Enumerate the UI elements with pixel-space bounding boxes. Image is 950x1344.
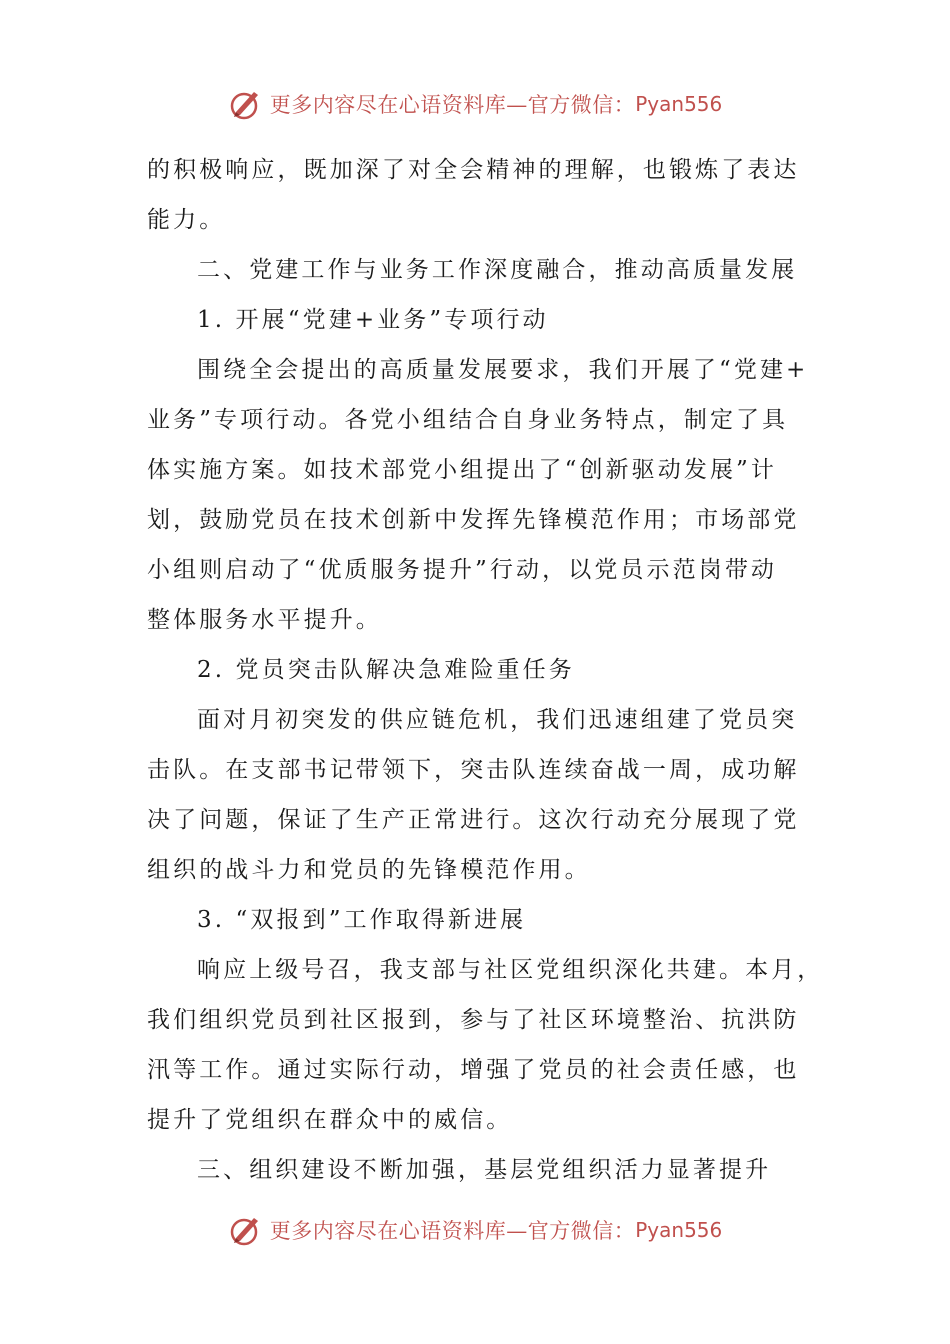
text-line: 的积极响应，既加深了对全会精神的理解，也锻炼了表达 [147, 157, 800, 183]
text-line: 整体服务水平提升。 [147, 607, 382, 633]
text-line: 业务”专项行动。各党小组结合自身业务特点，制定了具 [147, 407, 789, 433]
text-line: 二、党建工作与业务工作深度融合，推动高质量发展 [197, 257, 798, 283]
text-line: 组织的战斗力和党员的先锋模范作用。 [147, 857, 591, 883]
text-line: 提升了党组织在群众中的威信。 [147, 1107, 513, 1133]
text-line: 1. 开展“党建+业务”专项行动 [197, 307, 549, 333]
text-line: 3. “双报到”工作取得新进展 [197, 907, 527, 933]
text-line: 体实施方案。如技术部党小组提出了“创新驱动发展”计 [147, 457, 778, 483]
text-line: 击队。在支部书记带领下，突击队连续奋战一周，成功解 [147, 757, 800, 783]
banner-wechat-id: Pyan556 [635, 1218, 723, 1242]
banner-text: 更多内容尽在心语资料库—官方微信： [269, 93, 636, 117]
text-line: 三、组织建设不断加强，基层党组织活力显著提升 [197, 1157, 772, 1183]
banner-wechat-id: Pyan556 [635, 92, 723, 116]
text-line: 面对月初突发的供应链危机，我们迅速组建了党员突 [197, 707, 798, 733]
text-line: 响应上级号召，我支部与社区党组织深化共建。本月， [197, 957, 824, 983]
text-line: 2. 党员突击队解决急难险重任务 [197, 657, 575, 683]
text-line: 汛等工作。通过实际行动，增强了党员的社会责任感，也 [147, 1057, 800, 1083]
pen-circle-logo-icon [228, 86, 264, 122]
footer-banner [0, 1208, 950, 1252]
document-body [147, 145, 837, 1195]
text-line: 我们组织党员到社区报到，参与了社区环境整治、抗洪防 [147, 1007, 800, 1033]
text-line: 划，鼓励党员在技术创新中发挥先锋模范作用；市场部党 [147, 507, 800, 533]
text-line: 能力。 [147, 207, 226, 233]
text-line: 决了问题，保证了生产正常进行。这次行动充分展现了党 [147, 807, 800, 833]
text-line: 围绕全会提出的高质量发展要求，我们开展了“党建+ [197, 357, 809, 383]
pen-circle-logo-icon [228, 1212, 264, 1248]
text-line: 小组则启动了“优质服务提升”行动，以党员示范岗带动 [147, 557, 778, 583]
header-banner [0, 82, 950, 126]
banner-text: 更多内容尽在心语资料库—官方微信： [269, 1219, 636, 1243]
